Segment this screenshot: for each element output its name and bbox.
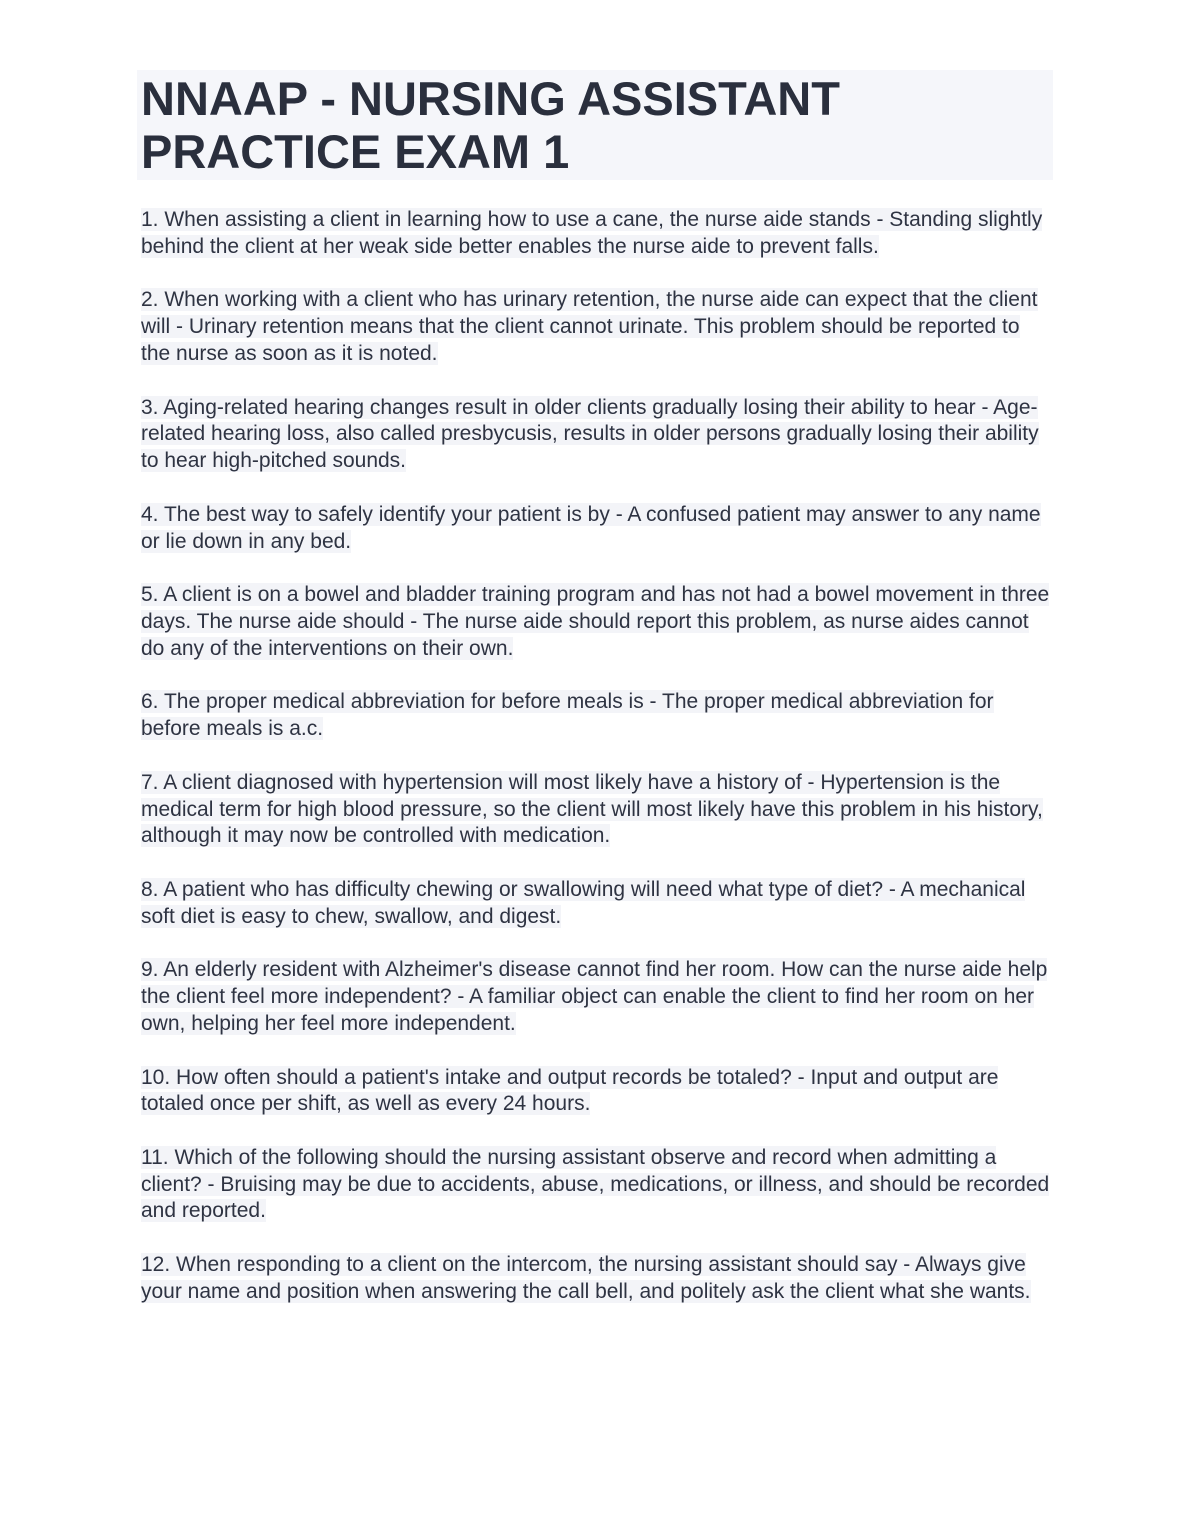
question-item-10 [141,1065,1053,1119]
question-text: 3. Aging-related hearing changes result in older clients gradually losing their ability to hear - Age-related hearing loss, also called presbycusis, results in older persons gradually losing their ability to hear high-pitched sounds. [141,395,1039,473]
question-item-8 [141,877,1053,931]
question-item-4 [141,502,1053,556]
title-block [137,70,1053,180]
question-item-11 [141,1145,1053,1225]
page-title: NNAAP - NURSING ASSISTANT PRACTICE EXAM 1 [141,72,840,178]
question-list [137,207,1053,1306]
question-item-6 [141,689,1053,743]
question-item-3 [141,395,1053,475]
question-item-12 [141,1252,1053,1306]
question-text: 11. Which of the following should the nursing assistant observe and record when admitting a client? - Bruising may be due to accidents, abuse, medications, or illness, and should be recorded and reported. [141,1145,1050,1223]
question-item-9 [141,957,1053,1037]
question-text: 2. When working with a client who has urinary retention, the nurse aide can expect that the client will - Urinary retention means that the client cannot urinate. This problem should be reported to the nurse as soon as it is noted. [141,288,1038,365]
question-text: 6. The proper medical abbreviation for before meals is - The proper medical abbreviation for before meals is a.c. [141,690,994,741]
question-text: 10. How often should a patient's intake and output records be totaled? - Input and output are totaled once per shift, as well as every 24 hours. [141,1065,999,1116]
question-text: 12. When responding to a client on the intercom, the nursing assistant should say - Always give your name and position when answering the call bell, and politely ask the client what she wants. [141,1253,1031,1303]
question-item-5 [141,582,1053,662]
question-text: 1. When assisting a client in learning how to use a cane, the nurse aide stands - Standing slightly behind the client at her weak side better enables the nurse aide to prevent falls. [141,208,1043,258]
question-item-1 [141,207,1053,261]
document-page [137,70,1053,1332]
question-text: 9. An elderly resident with Alzheimer's disease cannot find her room. How can the nurse aide help the client feel more independent? - A familiar object can enable the client to find her room on her own, helping her feel more independent. [141,958,1048,1035]
question-item-2 [141,287,1053,367]
question-text: 7. A client diagnosed with hypertension will most likely have a history of - Hypertension is the medical term for high blood pressure, so the client will most likely have this problem in his history, although it may now be controlled with medication. [141,770,1043,848]
question-text: 5. A client is on a bowel and bladder training program and has not had a bowel movement in three days. The nurse aide should - The nurse aide should report this problem, as nurse aides cannot do any of the interventions on their own. [141,583,1050,660]
question-text: 4. The best way to safely identify your patient is by - A confused patient may answer to any name or lie down in any bed. [141,502,1041,553]
question-item-7 [141,770,1053,850]
question-text: 8. A patient who has difficulty chewing or swallowing will need what type of diet? - A mechanical soft diet is easy to chew, swallow, and digest. [141,877,1026,928]
